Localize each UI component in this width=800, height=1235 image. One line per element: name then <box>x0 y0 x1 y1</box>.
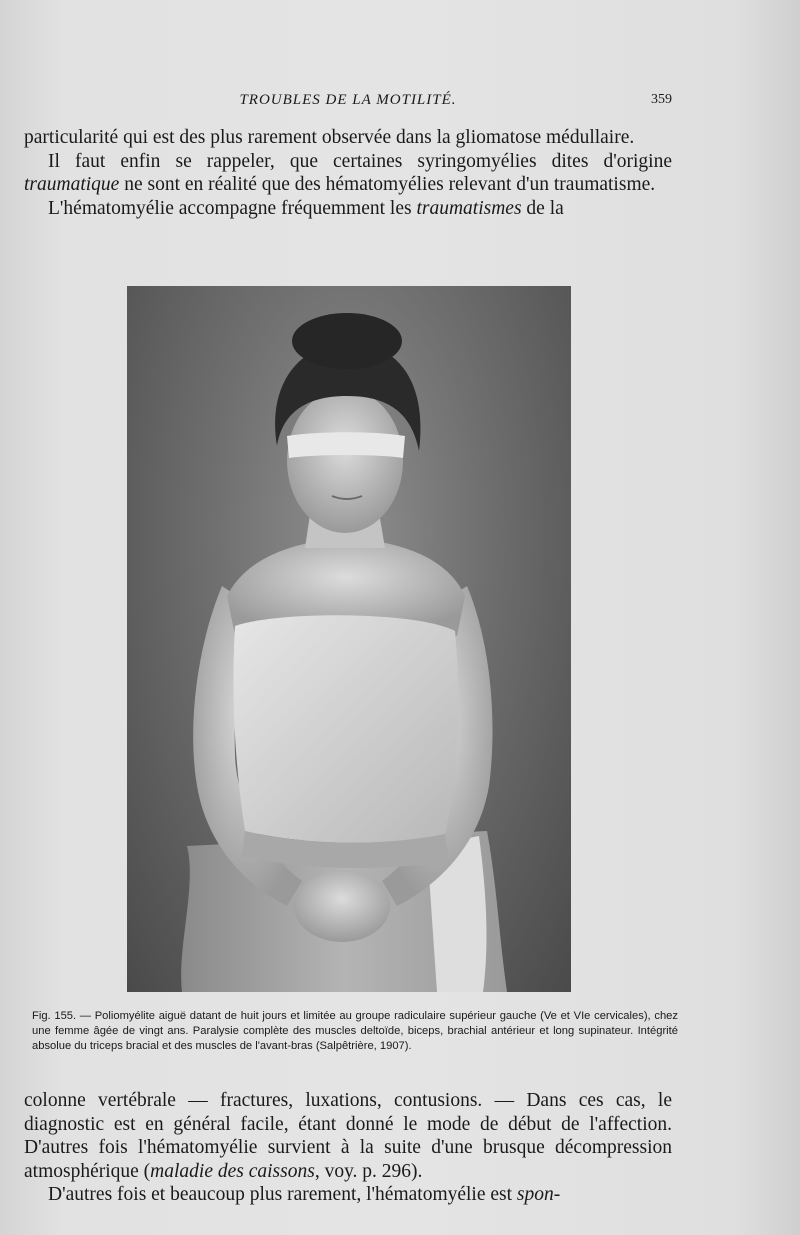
paragraph-1-text: particularité qui est des plus rarement observée dans la gliomatose médullaire. <box>24 127 635 148</box>
paragraph-2-start: Il faut enfin se rappeler, que certaines syringomyélies dites d'origine <box>48 150 672 172</box>
paragraph-4 <box>24 1089 672 1183</box>
page-number: 359 <box>651 92 672 107</box>
photograph-illustration <box>127 286 571 992</box>
paragraph-2-emphasis: traumatique <box>24 174 120 195</box>
paragraph-5 <box>24 1183 672 1207</box>
paragraph-4-start: colonne vertébrale — fractures, luxations, contusions. — Dans ces cas, le diagnostic est en général facile, étant donné le mode de début de l'affection. D'autres fois l'hématomyélie survient à la suite d'une brusque décompression atmosphérique ( <box>24 1090 672 1182</box>
figure-caption <box>32 1009 678 1054</box>
page-header <box>24 92 672 112</box>
paragraph-2-end: ne sont en réalité que des hématomyélies relevant d'un traumatisme. <box>119 174 656 195</box>
paragraph-4-emphasis: maladie des caissons <box>150 1160 315 1182</box>
bottom-text-block <box>24 1089 672 1207</box>
patient-photograph <box>127 286 571 992</box>
paragraph-5-start: D'autres fois et beaucoup plus rarement, l'hématomyélie est <box>48 1184 517 1205</box>
paragraph-3 <box>24 197 672 221</box>
running-title: TROUBLES DE LA MOTILITÉ. <box>239 92 457 108</box>
paragraph-5-emphasis: spon- <box>516 1184 561 1205</box>
figure-caption-text: Fig. 155. — Poliomyélite aiguë datant de huit jours et limitée au groupe radiculaire supérieur gauche (Ve et VIe cervicales), chez une femme âgée de vingt ans. Paralysie complète des muscles deltoïde, biceps, brachial antérieur et long supinateur. Intégrité absolue du triceps bracial et des muscles de l'avant-bras (Salpêtrière, 1907). <box>32 1010 678 1052</box>
paragraph-3-start: L'hématomyélie accompagne fréquemment les <box>48 197 417 219</box>
top-text-block <box>24 126 672 220</box>
paragraph-2 <box>24 150 672 197</box>
paragraph-3-end: de la <box>521 197 564 219</box>
paragraph-3-emphasis: traumatismes <box>416 197 522 219</box>
paragraph-4-end: , voy. p. 296). <box>314 1160 423 1182</box>
paragraph-1 <box>24 126 672 150</box>
